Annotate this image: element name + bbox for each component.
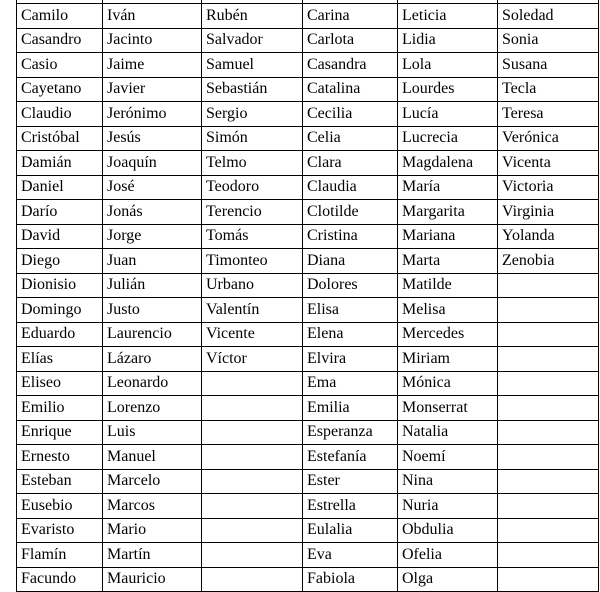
table-cell [498, 445, 599, 470]
table-cell: Jacinto [103, 28, 202, 53]
table-cell: Miriam [398, 347, 498, 372]
table-cell: Lorenzo [103, 396, 202, 421]
table-cell: Noemí [398, 445, 498, 470]
table-cell: Claudio [17, 102, 103, 127]
table-cell: Jaime [103, 53, 202, 78]
table-row [17, 53, 599, 78]
table-cell [498, 543, 599, 568]
table-cell [498, 469, 599, 494]
table-row [17, 224, 599, 249]
names-table-body [17, 0, 599, 592]
table-cell: Ester [303, 469, 398, 494]
table-cell: Melisa [398, 298, 498, 323]
table-cell: Sergio [202, 102, 303, 127]
table-cell: Martín [103, 543, 202, 568]
table-cell: Jesús [103, 126, 202, 151]
table-cell [202, 567, 303, 592]
table-cell: Samuel [202, 53, 303, 78]
table-cell [202, 420, 303, 445]
table-cell: Tecla [498, 77, 599, 102]
table-cell: Nuria [398, 494, 498, 519]
table-cell: Esteban [17, 469, 103, 494]
table-cell [202, 445, 303, 470]
table-cell: Camilo [17, 4, 103, 29]
table-row [17, 28, 599, 53]
table-row [17, 175, 599, 200]
table-cell: Evaristo [17, 518, 103, 543]
table-cell [202, 396, 303, 421]
table-cell: Teodoro [202, 175, 303, 200]
table-row [17, 518, 599, 543]
table-cell: Ema [303, 371, 398, 396]
table-cell: Fabiola [303, 567, 398, 592]
table-cell: Matilde [398, 273, 498, 298]
table-cell [202, 494, 303, 519]
table-row [17, 445, 599, 470]
table-cell: Celia [303, 126, 398, 151]
table-cell: Jorge [103, 224, 202, 249]
table-cell: Catalina [303, 77, 398, 102]
table-cell [498, 298, 599, 323]
table-cell: Vicente [202, 322, 303, 347]
table-cell: Ernesto [17, 445, 103, 470]
table-cell: Telmo [202, 151, 303, 176]
table-cell: Terencio [202, 200, 303, 225]
table-cell: Lucrecia [398, 126, 498, 151]
table-cell: Sonia [498, 28, 599, 53]
table-cell: Lourdes [398, 77, 498, 102]
table-cell [498, 347, 599, 372]
table-cell: Sebastián [202, 77, 303, 102]
table-row [17, 151, 599, 176]
table-cell: Ofelia [398, 543, 498, 568]
table-cell [498, 567, 599, 592]
table-row [17, 543, 599, 568]
table-cell: Elvira [303, 347, 398, 372]
table-cell: Leticia [398, 4, 498, 29]
table-cell: Lucía [398, 102, 498, 127]
table-cell: Justo [103, 298, 202, 323]
table-cell: Mónica [398, 371, 498, 396]
table-cell: Flamín [17, 543, 103, 568]
table-row [17, 298, 599, 323]
table-cell [498, 273, 599, 298]
table-cell: Darío [17, 200, 103, 225]
table-cell: Eva [303, 543, 398, 568]
table-cell: Lidia [398, 28, 498, 53]
table-cell: Verónica [498, 126, 599, 151]
table-row [17, 469, 599, 494]
table-cell [202, 543, 303, 568]
table-cell: Urbano [202, 273, 303, 298]
table-cell: Rubén [202, 4, 303, 29]
table-cell: David [17, 224, 103, 249]
table-cell: Mercedes [398, 322, 498, 347]
table-cell: Casio [17, 53, 103, 78]
table-cell: Dolores [303, 273, 398, 298]
table-row [17, 200, 599, 225]
table-cell: Casandro [17, 28, 103, 53]
table-cell: Natalia [398, 420, 498, 445]
table-cell: Cristina [303, 224, 398, 249]
table-cell: Luis [103, 420, 202, 445]
table-cell: Eduardo [17, 322, 103, 347]
table-cell: Teresa [498, 102, 599, 127]
table-cell [498, 494, 599, 519]
table-cell: Salvador [202, 28, 303, 53]
table-cell: Daniel [17, 175, 103, 200]
table-cell: Elisa [303, 298, 398, 323]
table-cell: Olga [398, 567, 498, 592]
table-row [17, 249, 599, 274]
table-cell: Diana [303, 249, 398, 274]
table-cell: Vicenta [498, 151, 599, 176]
table-row [17, 273, 599, 298]
table-cell: Virginia [498, 200, 599, 225]
table-cell: Susana [498, 53, 599, 78]
table-cell: Carlota [303, 28, 398, 53]
table-cell: Jerónimo [103, 102, 202, 127]
table-cell [202, 371, 303, 396]
table-cell: Marcos [103, 494, 202, 519]
table-cell: Víctor [202, 347, 303, 372]
table-cell: Tomás [202, 224, 303, 249]
table-cell [202, 469, 303, 494]
table-cell: Elena [303, 322, 398, 347]
table-row [17, 420, 599, 445]
table-cell: Zenobia [498, 249, 599, 274]
table-cell: Timonteo [202, 249, 303, 274]
table-cell: Dionisio [17, 273, 103, 298]
table-cell: Nina [398, 469, 498, 494]
table-cell [498, 396, 599, 421]
table-row [17, 347, 599, 372]
table-row [17, 396, 599, 421]
table-cell: Estefanía [303, 445, 398, 470]
table-cell: Laurencio [103, 322, 202, 347]
table-cell: Valentín [202, 298, 303, 323]
table-cell: Mauricio [103, 567, 202, 592]
table-cell: Damián [17, 151, 103, 176]
table-cell: Clara [303, 151, 398, 176]
table-cell: Carina [303, 4, 398, 29]
table-cell [498, 371, 599, 396]
table-row [17, 322, 599, 347]
table-cell: José [103, 175, 202, 200]
table-cell: Lola [398, 53, 498, 78]
table-cell: Obdulia [398, 518, 498, 543]
table-cell: Enrique [17, 420, 103, 445]
table-cell: Emilio [17, 396, 103, 421]
table-cell: Emilia [303, 396, 398, 421]
table-cell: Cecilia [303, 102, 398, 127]
table-cell [498, 322, 599, 347]
table-cell: Soledad [498, 4, 599, 29]
table-cell: Eulalia [303, 518, 398, 543]
table-cell: Margarita [398, 200, 498, 225]
table-cell: Mariana [398, 224, 498, 249]
table-cell: Iván [103, 4, 202, 29]
table-row [17, 567, 599, 592]
table-cell: Elías [17, 347, 103, 372]
table-cell: Leonardo [103, 371, 202, 396]
table-cell [498, 518, 599, 543]
table-cell: Clotilde [303, 200, 398, 225]
table-row [17, 102, 599, 127]
table-cell: Eliseo [17, 371, 103, 396]
table-cell: Marta [398, 249, 498, 274]
table-row [17, 4, 599, 29]
table-row [17, 494, 599, 519]
table-cell: Lázaro [103, 347, 202, 372]
table-cell [202, 518, 303, 543]
table-row [17, 126, 599, 151]
table-cell: Yolanda [498, 224, 599, 249]
table-cell: Manuel [103, 445, 202, 470]
table-cell: Javier [103, 77, 202, 102]
names-table [16, 0, 599, 592]
table-cell [498, 420, 599, 445]
table-cell: Diego [17, 249, 103, 274]
table-cell: Domingo [17, 298, 103, 323]
table-cell: Joaquín [103, 151, 202, 176]
table-cell: Jonás [103, 200, 202, 225]
table-cell: Juan [103, 249, 202, 274]
table-cell: Julián [103, 273, 202, 298]
table-cell: Monserrat [398, 396, 498, 421]
table-cell: Cristóbal [17, 126, 103, 151]
table-cell: Victoria [498, 175, 599, 200]
table-cell: María [398, 175, 498, 200]
table-cell: Simón [202, 126, 303, 151]
table-cell: Facundo [17, 567, 103, 592]
table-cell: Casandra [303, 53, 398, 78]
table-cell: Esperanza [303, 420, 398, 445]
table-cell: Cayetano [17, 77, 103, 102]
table-cell: Mario [103, 518, 202, 543]
table-cell: Magdalena [398, 151, 498, 176]
table-cell: Claudia [303, 175, 398, 200]
table-cell: Marcelo [103, 469, 202, 494]
table-cell: Estrella [303, 494, 398, 519]
table-row [17, 77, 599, 102]
table-cell: Eusebio [17, 494, 103, 519]
table-row [17, 371, 599, 396]
